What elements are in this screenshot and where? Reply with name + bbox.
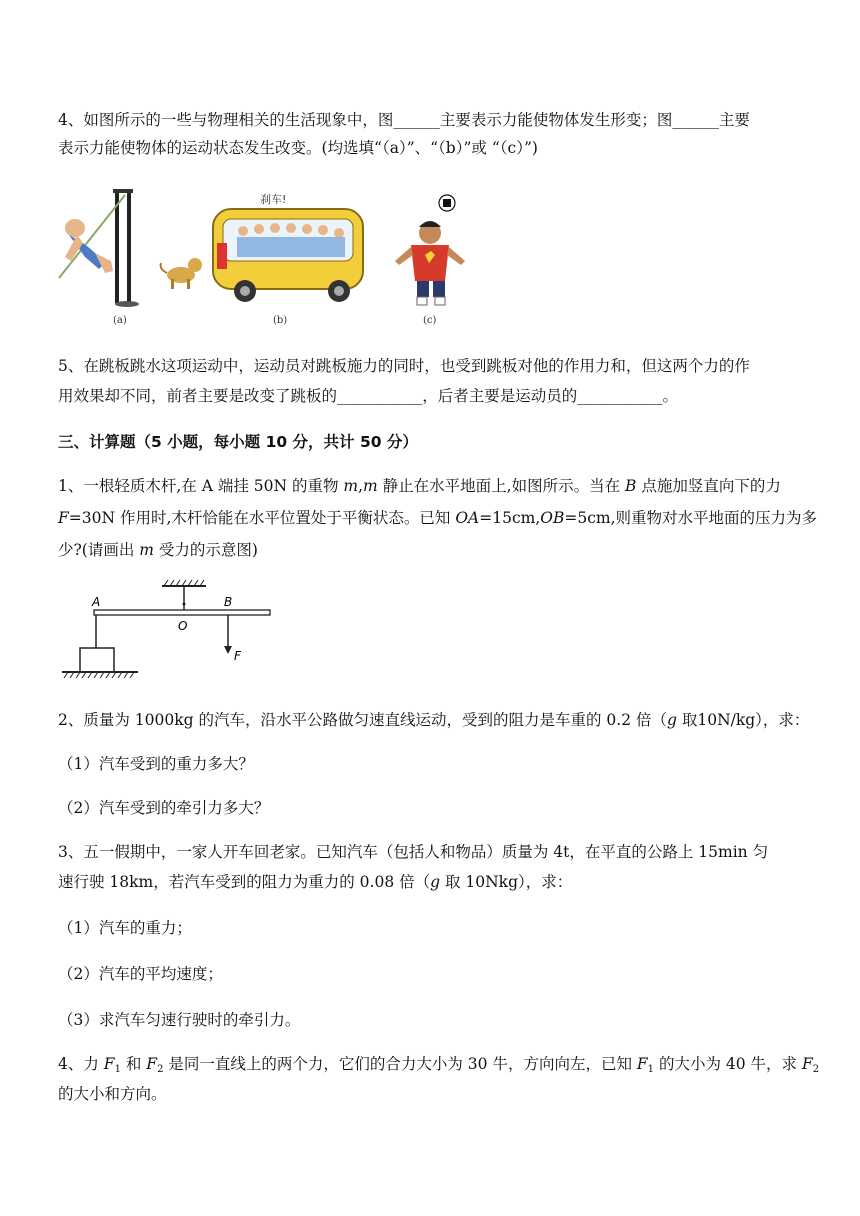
q5-text: ，后者主要是运动员的 xyxy=(422,387,578,405)
subscript-1: 1 xyxy=(647,1064,655,1075)
symbol-f: F xyxy=(58,509,69,527)
pole-vault-figure xyxy=(59,189,139,307)
symbol-m: m xyxy=(343,477,359,495)
answer-blank[interactable]: ______ xyxy=(672,111,719,129)
calc3-text: 速行驶 18km，若汽车受到的阻力为重力的 0.08 倍（ xyxy=(58,873,431,891)
symbol-g: g xyxy=(666,711,677,729)
subscript-2: 2 xyxy=(157,1064,164,1075)
figure-abc xyxy=(55,183,475,333)
calc1-text: 少?(请画出 xyxy=(58,541,140,559)
q5-text: 。 xyxy=(662,387,679,405)
calc3-line-1: 3、五一假期中，一家人开车回老家。已知汽车（包括人和物品）质量为 4t，在平直的公路上 15min 匀 xyxy=(58,843,769,861)
q4-line-1 xyxy=(58,110,750,130)
calc4-text: 的大小为 40 牛，求 xyxy=(654,1055,802,1073)
calc1-text: 1、一根轻质木杆,在 A 端挂 50N 的重物 xyxy=(58,477,344,495)
symbol-m: m xyxy=(139,541,154,559)
answer-blank[interactable]: ______ xyxy=(393,111,440,129)
symbol-ob: OB xyxy=(540,509,565,527)
calc2-line-1 xyxy=(58,710,809,730)
label-o: O xyxy=(178,619,188,633)
q4-text: 4、如图所示的一些与物理相关的生活现象中，图 xyxy=(58,111,394,129)
bus-figure xyxy=(213,209,363,302)
calc4-text: 是同一直线上的两个力，它们的合力大小为 30 牛，方向向左，已知 xyxy=(163,1055,637,1073)
symbol-f1: F xyxy=(636,1055,648,1073)
calc1-line-3 xyxy=(58,540,258,560)
q4-text: 主要 xyxy=(718,111,750,129)
calc1-text: =5cm,则重物对水平地面的压力为多 xyxy=(564,509,818,527)
calc2-sub-1: （1）汽车受到的重力多大？ xyxy=(58,755,254,773)
calc3-sub-1: （1）汽车的重力； xyxy=(58,919,192,937)
symbol-oa: OA xyxy=(455,509,480,527)
symbol-f2: F xyxy=(801,1055,813,1073)
calc2-sub-2: （2）汽车受到的牵引力多大？ xyxy=(58,799,270,817)
answer-blank[interactable]: ___________ xyxy=(577,387,663,405)
calc1-text: =15cm, xyxy=(479,509,541,527)
calc1-text: 静止在水平地面上,如图所示。当在 xyxy=(377,477,626,495)
q4-line-2: 表示力能使物体的运动状态发生改变。(均选填“（a）”、“（b）”或 “（c）”) xyxy=(58,139,538,157)
q5-text: 用效果却不同，前者主要是改变了跳板的 xyxy=(58,387,338,405)
calc2-text: 2、质量为 1000kg 的汽车，沿水平公路做匀速直线运动，受到的阻力是车重的 0.2 倍（ xyxy=(58,711,667,729)
caption-c: (c) xyxy=(423,315,437,326)
symbol-g: g xyxy=(430,873,441,891)
caption-b: (b) xyxy=(273,315,288,326)
calc4-line-2: 的大小和方向。 xyxy=(58,1085,167,1103)
section-heading: 三、计算题（5 小题，每小题 10 分，共计 50 分） xyxy=(58,433,418,451)
symbol-b: B xyxy=(625,477,637,495)
dog-figure xyxy=(161,258,202,289)
symbol-f1: F xyxy=(103,1055,115,1073)
calc1-text: =30N 作用时,木杆恰能在水平位置处于平衡状态。已知 xyxy=(68,509,456,527)
lever-figure xyxy=(58,574,283,684)
calc1-text: , xyxy=(358,477,364,495)
calc3-sub-2: （2）汽车的平均速度； xyxy=(58,965,223,983)
subscript-1: 1 xyxy=(114,1064,121,1075)
calc4-text: 和 xyxy=(120,1055,147,1073)
caption-a: (a) xyxy=(113,315,127,326)
label-f: F xyxy=(234,649,241,663)
q5-line-1: 5、在跳板跳水这项运动中，运动员对跳板施力的同时，也受到跳板对他的作用力和，但这两个力的作 xyxy=(58,357,750,375)
q4-text: 主要表示力能使物体发生形变；图 xyxy=(439,111,673,129)
calc1-line-1 xyxy=(58,476,781,496)
calc1-text: 点施加竖直向下的力 xyxy=(636,477,781,495)
calc1-line-2 xyxy=(58,508,817,528)
answer-blank[interactable]: ___________ xyxy=(337,387,423,405)
calc1-text: 受力的示意图) xyxy=(154,541,258,559)
calc4-text: 4、力 xyxy=(58,1055,104,1073)
symbol-m: m xyxy=(363,477,378,495)
label-a: A xyxy=(92,595,101,609)
bus-label: 刹车! xyxy=(260,193,287,206)
calc4-line-1 xyxy=(58,1054,819,1080)
calc3-sub-3: （3）求汽车匀速行驶时的牵引力。 xyxy=(58,1011,301,1029)
subscript-2: 2 xyxy=(812,1064,820,1075)
symbol-f2: F xyxy=(146,1055,158,1073)
soccer-player-figure xyxy=(395,195,465,305)
calc3-text: 取 10Nkg），求： xyxy=(440,873,573,891)
q5-line-2 xyxy=(58,386,678,406)
calc2-text: 取10N/kg），求： xyxy=(676,711,810,729)
label-b: B xyxy=(224,595,233,609)
calc3-line-2 xyxy=(58,872,572,892)
